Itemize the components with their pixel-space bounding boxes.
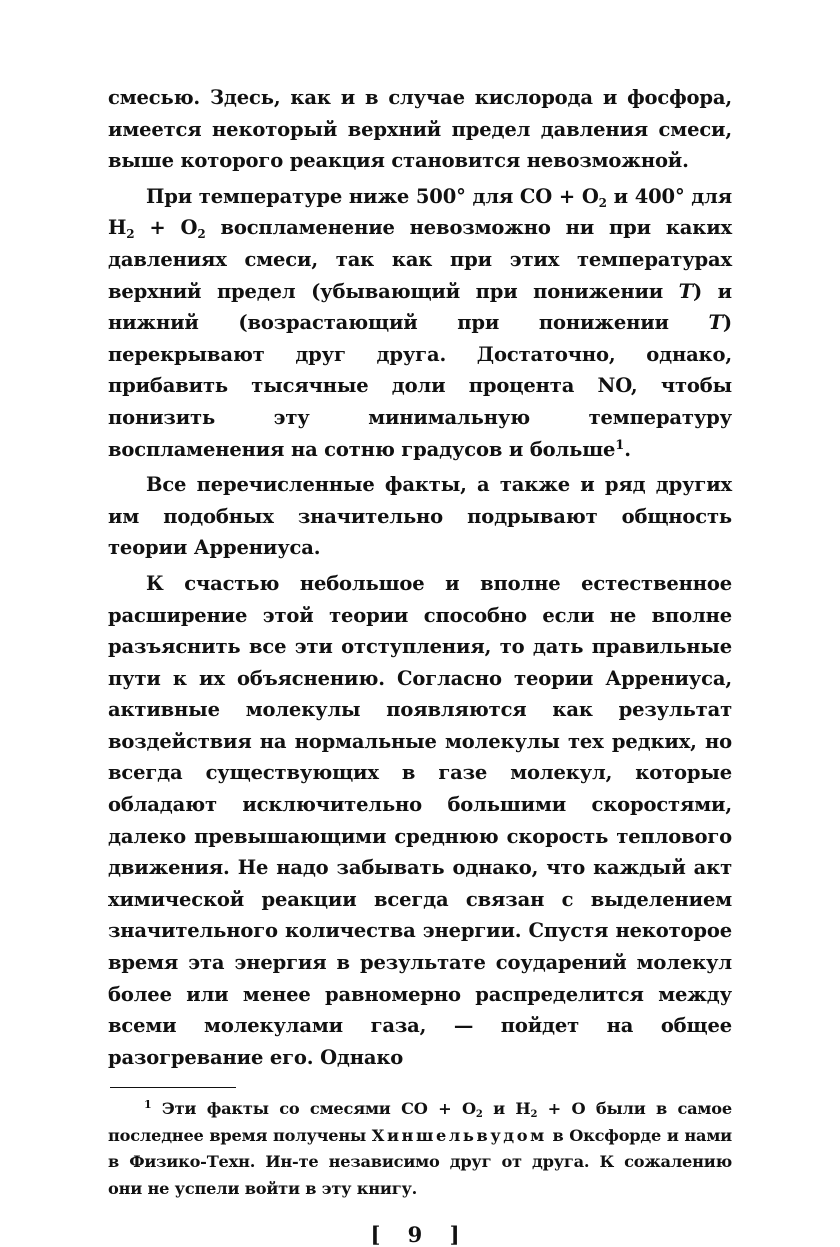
paragraph-2	[108, 181, 732, 465]
footnote-author-name: Хиншельвудом	[371, 1125, 547, 1145]
footnote-divider	[110, 1087, 236, 1088]
variable-t: T	[708, 311, 723, 335]
footnote	[108, 1096, 732, 1202]
paragraph-4	[108, 568, 732, 1074]
footnote-text-a: Эти факты со смесями CO + O	[151, 1099, 476, 1119]
paragraph-2-text-g: .	[624, 437, 631, 461]
paragraph-3-text: Все перечисленные факты, а также и ряд других им подобных значительно подрывают общность теории Аррениуса.	[108, 473, 732, 560]
footnote-text-b: и H	[482, 1099, 531, 1119]
paragraph-2-text-a: При температуре ниже 500° для CO + O	[146, 184, 599, 208]
variable-t: T	[678, 279, 694, 303]
subscript: 2	[598, 195, 607, 210]
paragraph-2-text-f: ) перекрывают друг друга. Достаточно, однако, прибавить тысячные доли процента NO, чтобы понизить эту минимальную температуру воспламенения на сотню градусов и больше	[108, 311, 732, 461]
paragraph-2-text-d: воспламенение невозможно ни при каких давлениях смеси, так как при этих температурах верхний предел (убывающий при понижении	[108, 216, 732, 303]
paragraph-3	[108, 469, 732, 564]
paragraph-4-text: К счастью небольшое и вполне естественное расширение этой теории способно если не вполне разъяснить все эти отступления, то дать правильные пути к их объяснению. Согласно теории Аррениуса, активные молекулы появляются как результат воздействия на нормальные молекулы тех редких, но всегда существующих в газе молекул, которые обладают исключительно большими скоростями, далеко превышающими среднюю скорость теплового движения. Не надо забывать однако, что каждый акт химической реакции всегда связан с выделением значительного количества энергии. Спустя некоторое время эта энергия в результате соударений молекул более или менее равномерно распределится между всеми молекулами газа, — пойдет на общее разогревание его. Однако	[108, 571, 732, 1069]
paragraph-1	[108, 82, 732, 177]
paragraph-2-text-b: и 400° для H	[108, 184, 732, 240]
paragraph-2-text-e: ) и нижний (возрастающий при понижении	[108, 279, 732, 335]
page-number: [ 9 ]	[370, 1222, 470, 1247]
subscript: 2	[530, 1109, 538, 1121]
subscript: 2	[197, 227, 206, 242]
footnote-reference: 1	[615, 437, 625, 453]
subscript: 2	[126, 227, 135, 242]
footnote-text-c: + O были в самое последнее время получены	[108, 1099, 732, 1145]
subscript: 2	[475, 1109, 483, 1121]
footnote-mark: 1	[144, 1098, 152, 1112]
paragraph-1-text: смесью. Здесь, как и в случае кислорода и фосфора, имеется некоторый верхний предел давления смеси, выше которого реакция становится невозможной.	[108, 86, 732, 173]
paragraph-2-text-c: + O	[134, 216, 198, 240]
footnote-text-d: в Оксфорде и нами в Физико-Техн. Ин-те независимо друг от друга. К сожалению они не успели войти в эту книгу.	[108, 1125, 732, 1198]
page-content	[108, 82, 732, 1247]
